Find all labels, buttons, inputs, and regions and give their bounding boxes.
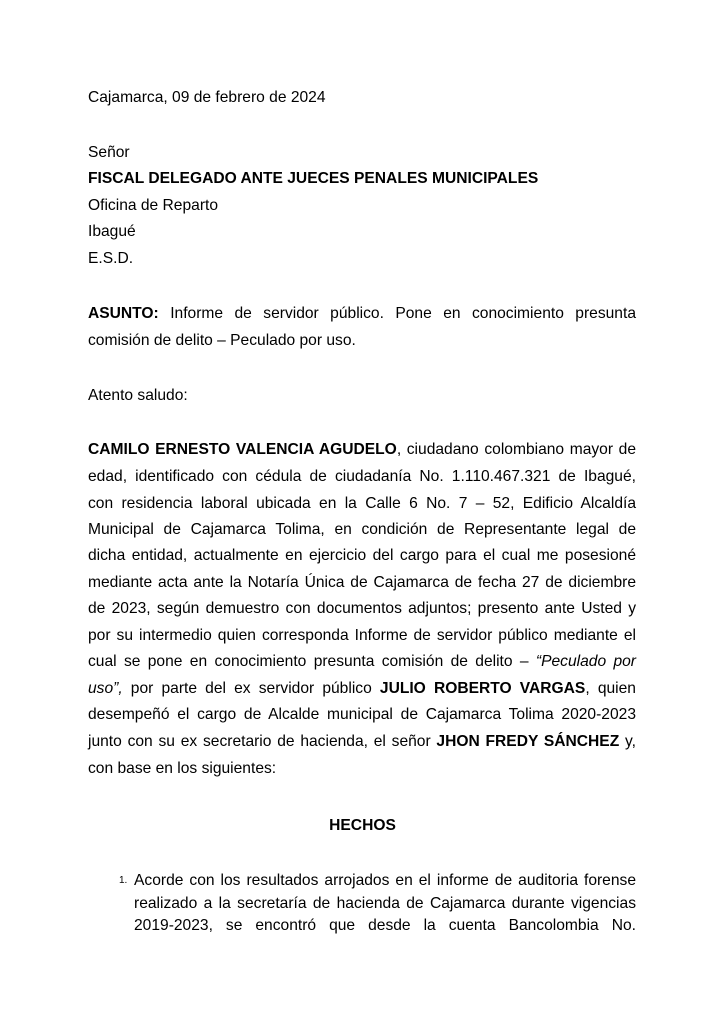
recipient-salutation: Señor [88, 144, 130, 161]
date-line: Cajamarca, 09 de febrero de 2024 [88, 89, 326, 106]
body-line-8: por su intermedio quien corresponda Informe de servidor público mediante el [88, 627, 636, 644]
subject-text-1: Informe de servidor público. Pone en conocimiento presunta [158, 305, 636, 322]
recipient-esd: E.S.D. [88, 250, 134, 267]
subject-line-2: comisión de delito – Peculado por uso. [88, 332, 356, 349]
section-heading-hechos: HECHOS [329, 817, 396, 834]
body-line-1: CAMILO ERNESTO VALENCIA AGUDELO, ciudadano colombiano mayor de [88, 441, 636, 458]
subject-line-1 [88, 304, 636, 324]
recipient-city: Ibagué [88, 223, 136, 240]
body-line-5: dicha entidad, actualmente en ejercicio del cargo para el cual me posesioné [88, 547, 636, 564]
body-line-11: desempeñó el cargo de Alcalde municipal de Cajamarca Tolima 2020-2023 [88, 706, 636, 723]
greeting: Atento saludo: [88, 387, 188, 404]
former-secretary-name: JHON FREDY SÁNCHEZ [436, 733, 620, 750]
recipient-title: FISCAL DELEGADO ANTE JUECES PENALES MUNICIPALES [88, 170, 539, 187]
recipient-office: Oficina de Reparto [88, 197, 219, 214]
fact-line-3: 2019-2023, se encontró que desde la cuenta Bancolombia No. [134, 917, 636, 934]
former-mayor-name: JULIO ROBERTO VARGAS [379, 680, 586, 697]
body-line-13: con base en los siguientes: [88, 760, 277, 777]
body-line-7: de 2023, según demuestro con documentos adjuntos; presento ante Usted y [88, 600, 636, 617]
signer-name: CAMILO ERNESTO VALENCIA AGUDELO [88, 441, 397, 458]
body-line-2: edad, identificado con cédula de ciudadanía No. 1.110.467.321 de Ibagué, [88, 468, 636, 485]
fact-line-2: realizado a la secretaría de hacienda de Cajamarca durante vigencias [134, 895, 636, 912]
body-line-6: mediante acta ante la Notaría Única de Cajamarca de fecha 27 de diciembre [88, 574, 636, 591]
fact-line-1: Acorde con los resultados arrojados en el informe de auditoria forense [134, 872, 636, 889]
subject-label: ASUNTO: [88, 305, 159, 322]
body-line-12: junto con su ex secretario de hacienda, el señor JHON FREDY SÁNCHEZ y, [88, 733, 636, 750]
body-line-4: Municipal de Cajamarca Tolima, en condición de Representante legal de [88, 521, 636, 538]
body-line-9: cual se pone en conocimiento presunta comisión de delito – “Peculado por [88, 653, 637, 670]
body-line-10: uso”, por parte del ex servidor público JULIO ROBERTO VARGAS, quien [88, 680, 636, 697]
body-line-3: con residencia laboral ubicada en la Calle 6 No. 7 – 52, Edificio Alcaldía [88, 495, 636, 512]
fact-number: 1. [119, 875, 128, 886]
